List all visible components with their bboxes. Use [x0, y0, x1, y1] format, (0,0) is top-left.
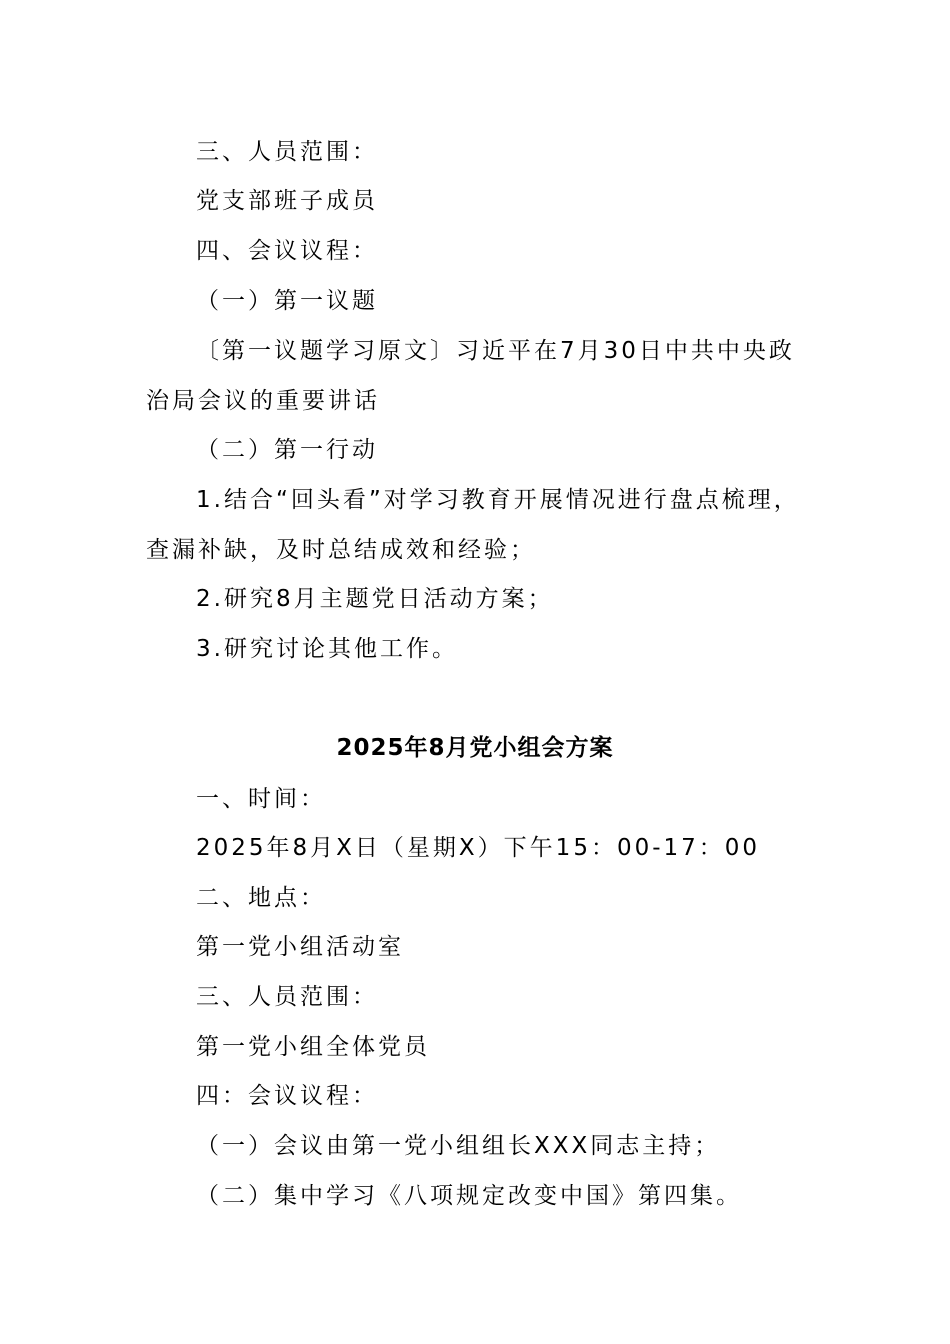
- place-value: 第一党小组活动室: [196, 934, 404, 960]
- agenda-item1-text-line1: 〔第一议题学习原文〕习近平在7月30日中共中央政: [196, 338, 795, 364]
- personnel-value-2: 第一党小组全体党员: [196, 1034, 430, 1060]
- place-heading: 二、地点：: [196, 885, 326, 911]
- agenda-item1-heading: （一）第一议题: [196, 288, 378, 314]
- time-heading: 一、时间：: [196, 786, 326, 812]
- agenda-heading-2: 四：会议议程：: [196, 1083, 378, 1109]
- agenda-item1-text-line2: 治局会议的重要讲话: [146, 388, 380, 414]
- action-item2: 2.研究8月主题党日活动方案；: [196, 586, 554, 612]
- personnel-heading: 三、人员范围：: [196, 139, 378, 165]
- time-value: 2025年8月X日（星期X）下午15：00-17：00: [196, 835, 761, 861]
- agenda-heading: 四、会议议程：: [196, 238, 378, 264]
- agenda-item-2: （二）集中学习《八项规定改变中国》第四集。: [196, 1183, 742, 1209]
- personnel-heading-2: 三、人员范围：: [196, 984, 378, 1010]
- action-item1-line1: 1.结合“回头看”对学习教育开展情况进行盘点梳理，: [196, 487, 800, 513]
- section-title: 2025年8月党小组会方案: [336, 735, 614, 761]
- agenda-item-1: （一）会议由第一党小组组长XXX同志主持；: [196, 1133, 721, 1159]
- action-item1-line2: 查漏补缺，及时总结成效和经验；: [146, 537, 536, 563]
- agenda-item2-heading: （二）第一行动: [196, 437, 378, 463]
- personnel-value: 党支部班子成员: [196, 188, 378, 214]
- action-item3: 3.研究讨论其他工作。: [196, 636, 458, 662]
